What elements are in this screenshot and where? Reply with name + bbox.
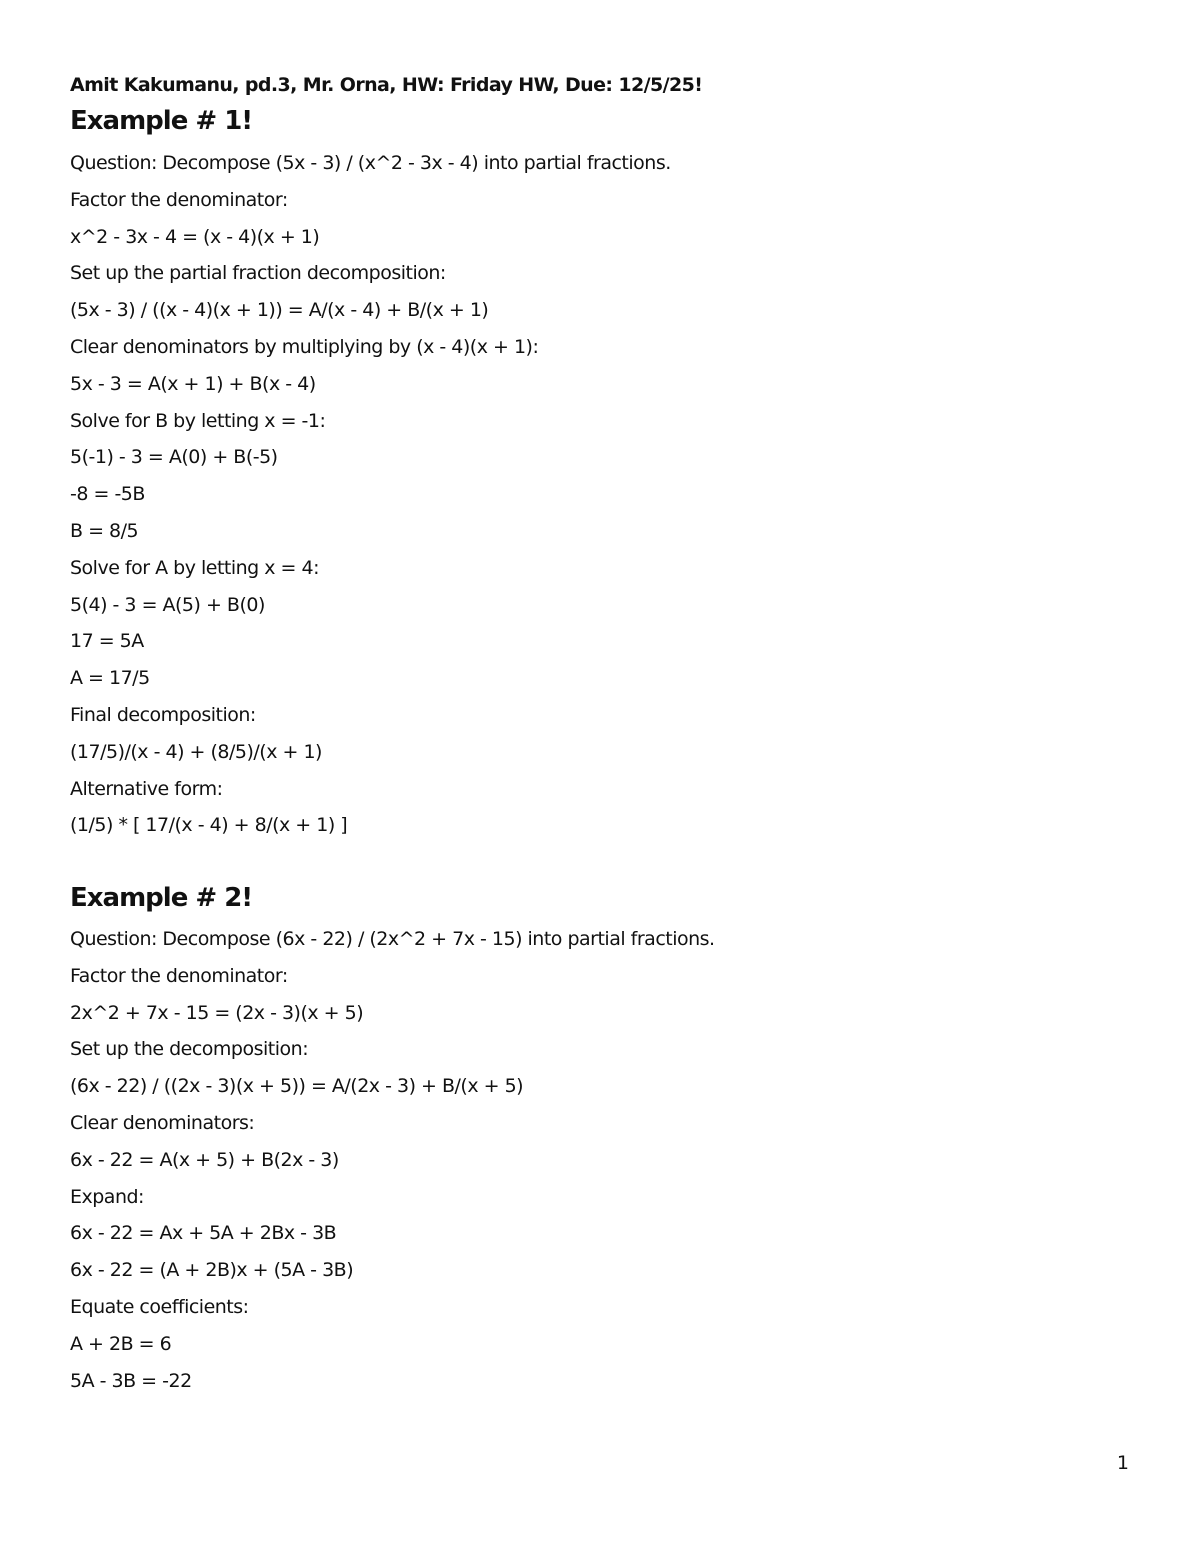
- example-1-line: 5(-1) - 3 = A(0) + B(-5): [70, 446, 278, 469]
- example-2-title: Example # 2!: [70, 883, 253, 913]
- example-1-line: Final decomposition:: [70, 703, 256, 726]
- example-2-line: Clear denominators:: [70, 1111, 255, 1134]
- example-2-line: Factor the denominator:: [70, 964, 288, 987]
- example-1-title: Example # 1!: [70, 106, 253, 136]
- example-1-line: 5x - 3 = A(x + 1) + B(x - 4): [70, 372, 316, 395]
- example-1-line: Factor the denominator:: [70, 188, 288, 211]
- example-1-line: (1/5) * [ 17/(x - 4) + 8/(x + 1) ]: [70, 814, 348, 837]
- document-header: Amit Kakumanu, pd.3, Mr. Orna, HW: Friday HW, Due: 12/5/25!: [70, 74, 703, 96]
- example-1-line: 17 = 5A: [70, 630, 144, 653]
- example-2-line: 6x - 22 = (A + 2B)x + (5A - 3B): [70, 1259, 354, 1282]
- example-1-line: (17/5)/(x - 4) + (8/5)/(x + 1): [70, 740, 322, 763]
- example-2-body: [70, 921, 1110, 1399]
- page-number: 1: [1116, 1452, 1129, 1474]
- example-2-line: Expand:: [70, 1185, 144, 1208]
- example-1-line: -8 = -5B: [70, 483, 145, 506]
- example-2-line: Question: Decompose (6x - 22) / (2x^2 + 7x - 15) into partial fractions.: [70, 928, 715, 950]
- example-1-body: [70, 145, 1110, 844]
- example-2-line: A + 2B = 6: [70, 1332, 172, 1355]
- example-2-line: Set up the decomposition:: [70, 1038, 309, 1061]
- example-1-line: x^2 - 3x - 4 = (x - 4)(x + 1): [70, 225, 320, 248]
- example-1-line: Alternative form:: [70, 777, 223, 800]
- example-1-line: Set up the partial fraction decomposition:: [70, 262, 446, 285]
- example-1-line: 5(4) - 3 = A(5) + B(0): [70, 593, 265, 616]
- example-2-line: 6x - 22 = A(x + 5) + B(2x - 3): [70, 1148, 339, 1171]
- example-2-line: 2x^2 + 7x - 15 = (2x - 3)(x + 5): [70, 1001, 364, 1024]
- example-2-line: 5A - 3B = -22: [70, 1369, 192, 1392]
- example-2-line: Equate coefficients:: [70, 1295, 249, 1318]
- example-2-line: 6x - 22 = Ax + 5A + 2Bx - 3B: [70, 1222, 337, 1245]
- example-1-line: Solve for B by letting x = -1:: [70, 409, 326, 432]
- example-1-line: Solve for A by letting x = 4:: [70, 556, 320, 579]
- example-2-line: (6x - 22) / ((2x - 3)(x + 5)) = A/(2x - 3) + B/(x + 5): [70, 1075, 524, 1098]
- example-1-line: B = 8/5: [70, 519, 139, 542]
- example-1-line: A = 17/5: [70, 667, 150, 690]
- example-1-line: (5x - 3) / ((x - 4)(x + 1)) = A/(x - 4) + B/(x + 1): [70, 299, 489, 322]
- example-1-line: Question: Decompose (5x - 3) / (x^2 - 3x - 4) into partial fractions.: [70, 152, 671, 174]
- example-1-line: Clear denominators by multiplying by (x - 4)(x + 1):: [70, 335, 539, 358]
